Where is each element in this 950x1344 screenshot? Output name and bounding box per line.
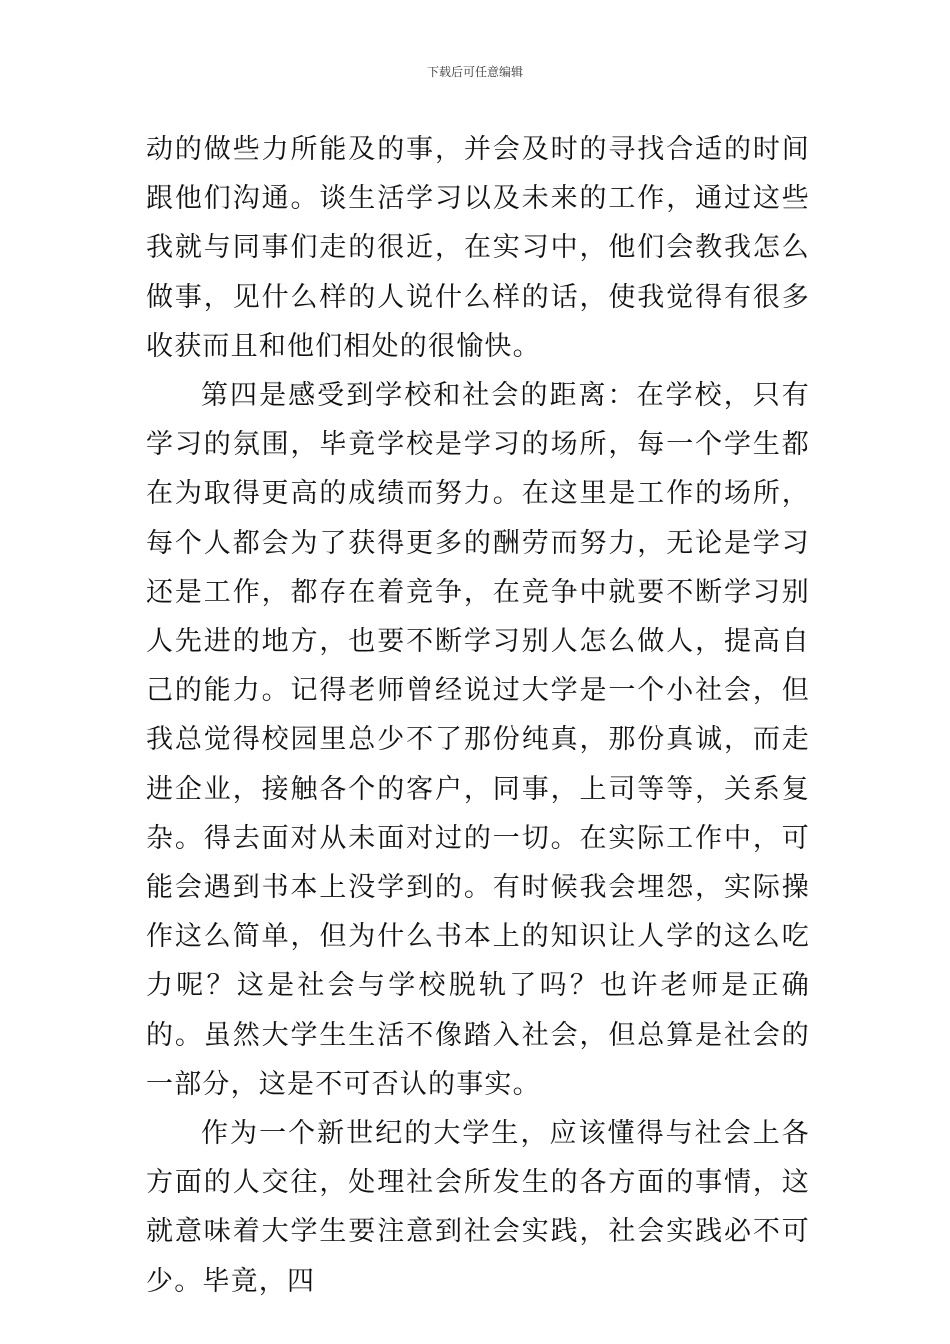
page-header: 下载后可任意编辑 [426, 65, 523, 79]
body-text [146, 125, 810, 1306]
paragraph-new-century-student: 作为一个新世纪的大学生，应该懂得与社会上各方面的人交往，处理社会所发生的各方面的事情，这就意味着大学生要注意到社会实践，社会实践必不可少。毕竟，四 [146, 1118, 810, 1297]
paragraph-continuation: 动的做些力所能及的事，并会及时的寻找合适的时间跟他们沟通。谈生活学习以及未来的工作，通过这些我就与同事们走的很近，在实习中，他们会教我怎么做事，见什么样的人说什么样的话，使我觉得有很多收获而且和他们相处的很愉快。 [146, 134, 810, 362]
paragraph-school-society-distance: 第四是感受到学校和社会的距离：在学校，只有学习的氛围，毕竟学校是学习的场所，每一个学生都在为取得更高的成绩而努力。在这里是工作的场所，每个人都会为了获得更多的酬劳而努力，无论是学习还是工作，都存在着竞争，在竞争中就要不断学习别人先进的地方，也要不断学习别人怎么做人，提高自己的能力。记得老师曾经说过大学是一个小社会，但我总觉得校园里总少不了那份纯真，那份真诚，而走进企业，接触各个的客户，同事，上司等等，关系复杂。得去面对从未面对过的一切。在实际工作中，可能会遇到书本上没学到的。有时候我会埋怨，实际操作这么简单，但为什么书本上的知识让人学的这么吃力呢？这是社会与学校脱轨了吗？也许老师是正确的。虽然大学生生活不像踏入社会，但总算是社会的一部分，这是不可否认的事实。 [146, 380, 810, 1100]
